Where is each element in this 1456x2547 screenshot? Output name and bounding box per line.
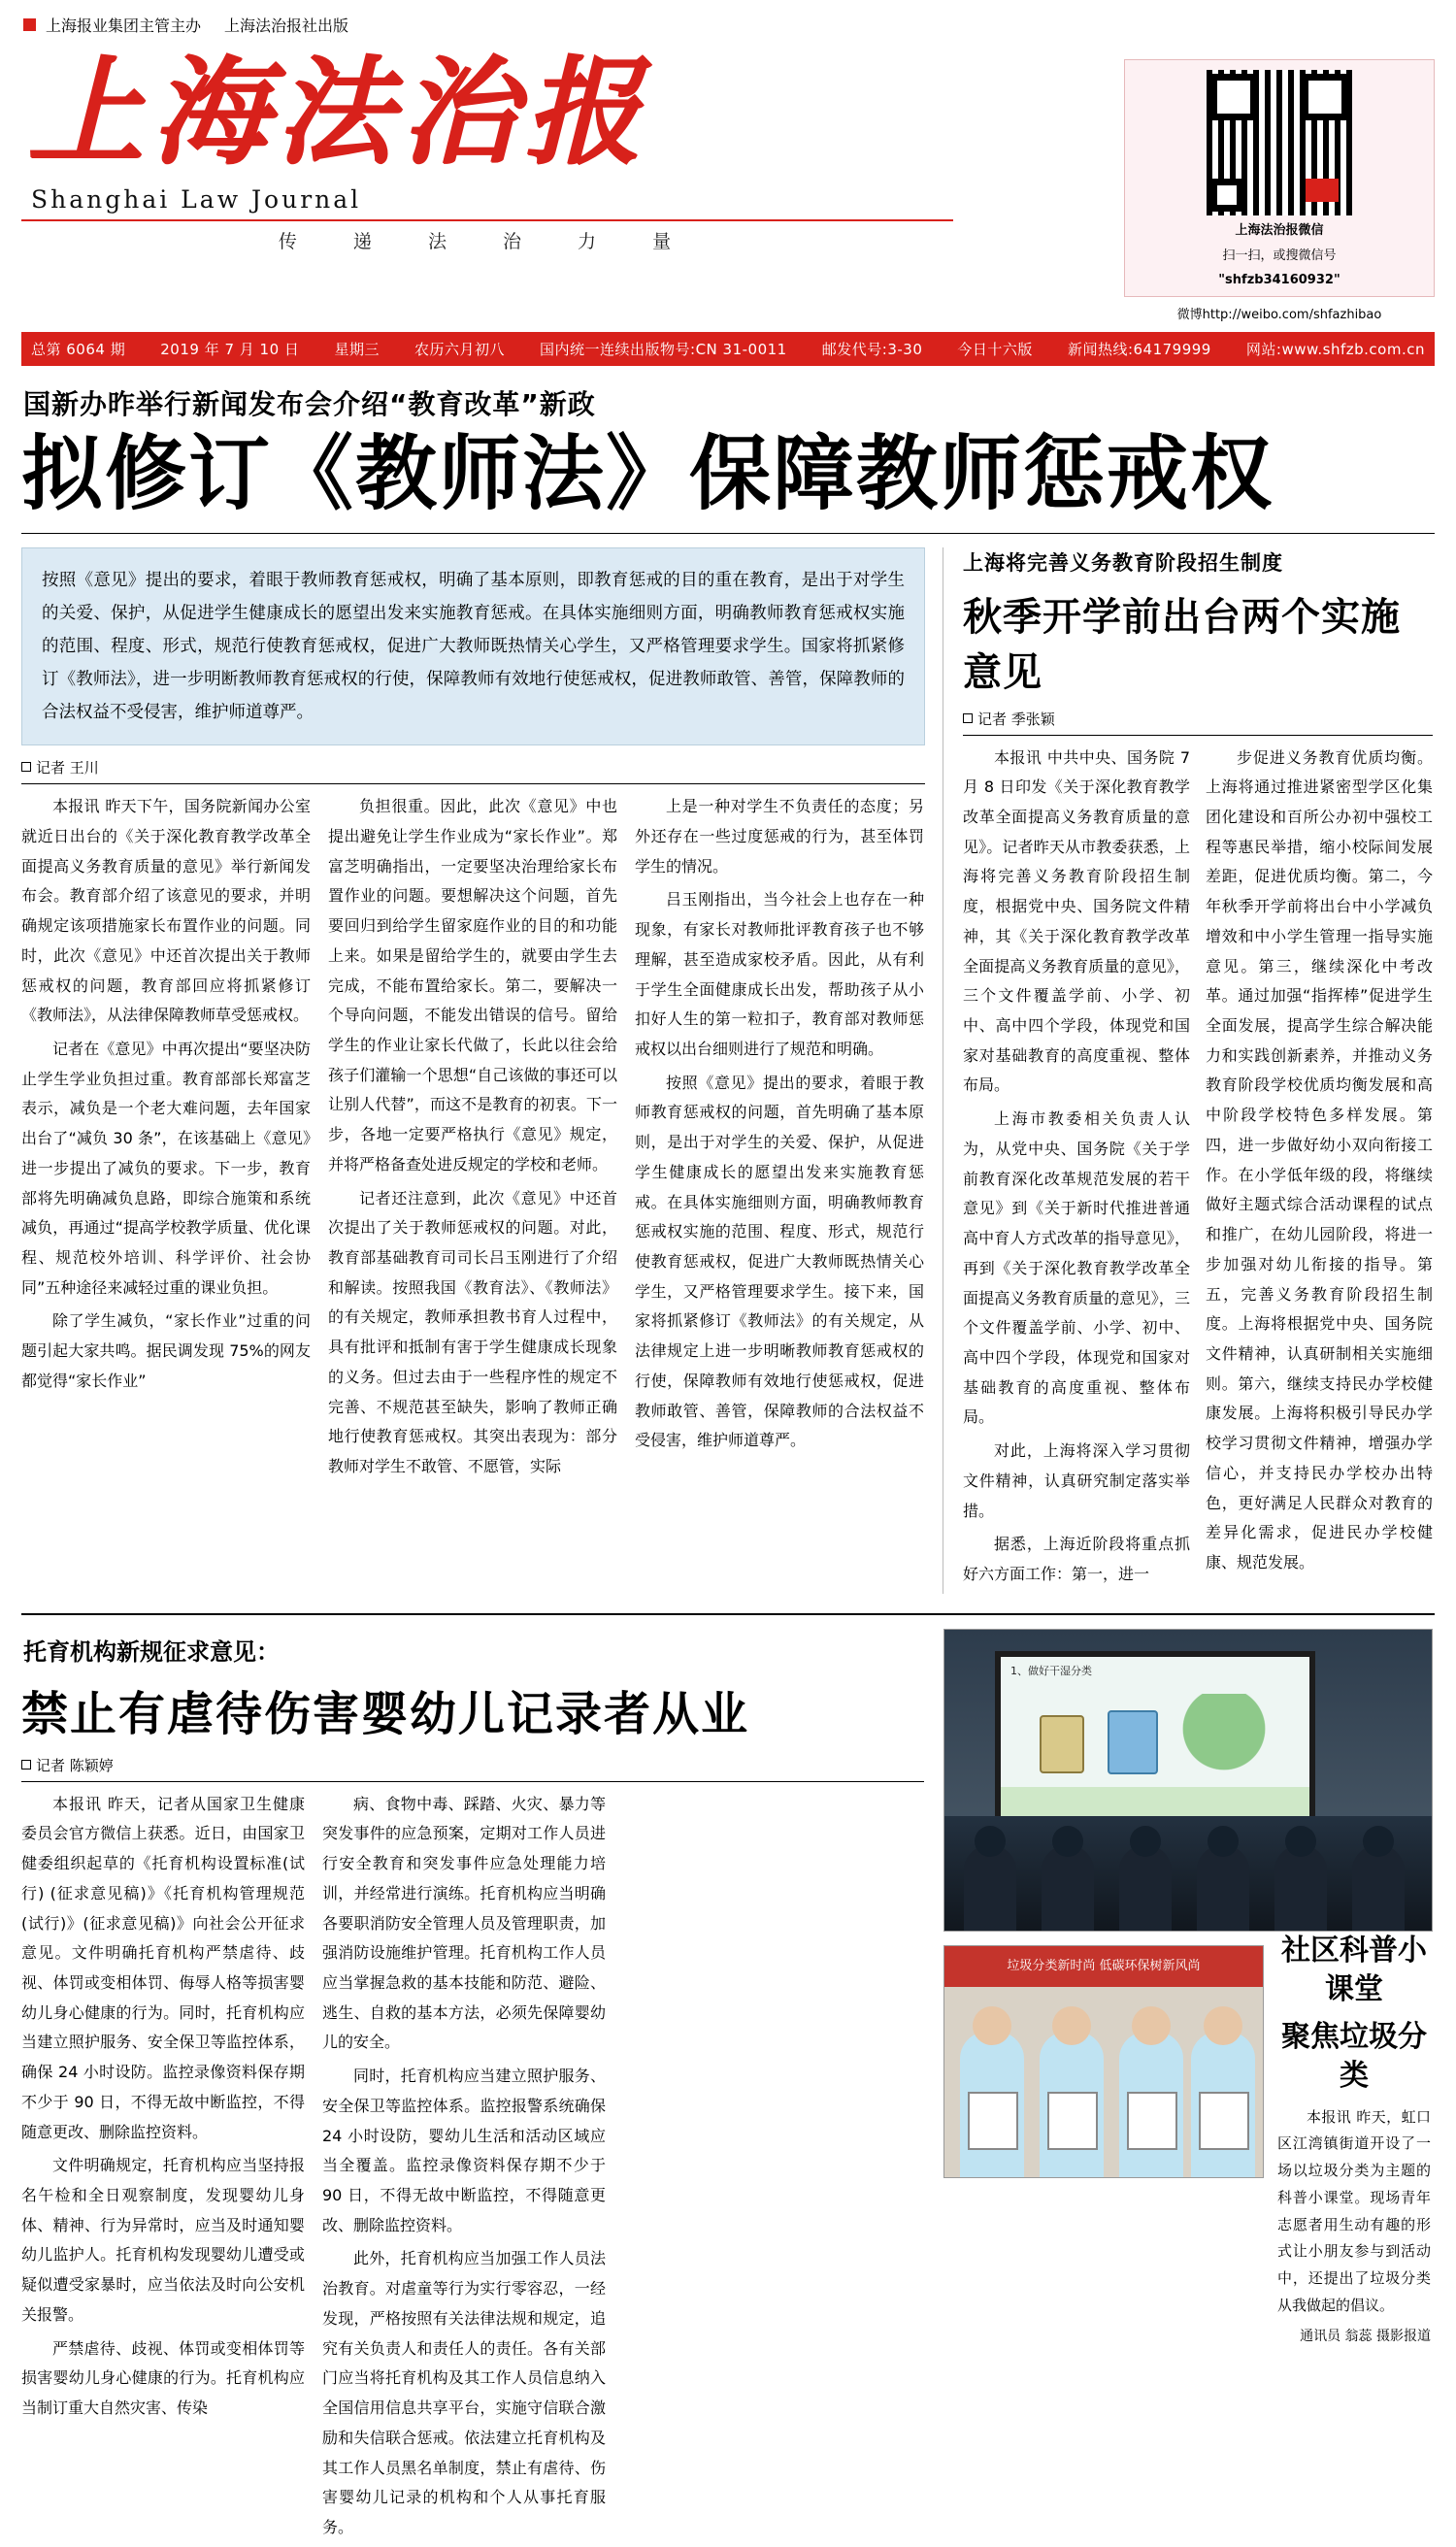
projection-screen <box>995 1651 1315 1822</box>
classroom-photo <box>943 1629 1433 1932</box>
news-hotline: 新闻热线:64179999 <box>1067 340 1211 358</box>
lower-body-columns <box>21 1790 924 2547</box>
photo-banner-text: 垃圾分类新时尚 低碳环保树新风尚 <box>944 1946 1263 1987</box>
paragraph: 本报讯 中共中央、国务院 7 月 8 日印发《关于深化教育教学改革全面提高义务教育质量的意见》。记者昨天从市教委获悉，上海将完善义务教育阶段招生制度，根据党中央、国务院文件精神，其《关于深化教育教学改革全面提高义务教育质量的意见》，三个文件覆盖学前、小学、初中、高中四个学段，体现党和国家对基础教育的高度重视、整体布局。 <box>963 747 1190 1095</box>
lead-kicker: 国新办昨举行新闻发布会介绍“教育改革”新政 <box>23 387 596 420</box>
byline-marker-icon <box>21 762 31 772</box>
secondary-byline-text: 记者 季张颖 <box>977 710 1055 728</box>
lead-summary-box: 按照《意见》提出的要求，着眼于教师教育惩戒权，明确了基本原则，即教育惩戒的目的重在教育，是出于对学生的关爱、保护，从促进学生健康成长的愿望出发来实施教育惩戒。在具体实施细则方面，明确教师教育惩戒权实施的范围、程度、形式，规范行使教育惩戒权，促进广大教师既热情关心学生，又严格管理要求学生。国家将抓紧修订《教师法》，进一步明断教师教育惩戒权的行使，保障教师有效地行使惩戒权，促进教师敢管、善管，保障教师的合法权益不受侵害，维护师道尊严。 <box>21 547 925 746</box>
side-story-body <box>1277 2104 1431 2320</box>
byline-rule <box>21 783 925 784</box>
issue-info-bar <box>21 332 1435 366</box>
newspaper-logo-cn: 上海法治报 <box>27 44 648 181</box>
paragraph: 负担很重。因此，此次《意见》中也提出避免让学生作业成为“家长作业”。郑富芝明确指出，一定要坚决治理给家长布置作业的问题。要想解决这个问题，首先要回归到给学生留家庭作业的目的和功能上来。如果是留给学生的，就要由学生去完成，不能布置给家长。第二，要解决一个导向问题，不能发出错误的信号。留给学生的作业让家长代做了，长此以往会给孩子们灌输一个思想“自己该做的事还可以让别人代替”，而这不是教育的初衷。下一步，各地一定要严格执行《意见》规定，并将严格备查处进反规定的学校和老师。 <box>328 797 617 1174</box>
lead-headline: 拟修订《教师法》保障教师惩戒权 <box>21 424 1274 521</box>
secondary-byline-rule <box>963 735 1433 736</box>
screen-title: 1、做好干湿分类 <box>1010 1664 1092 1677</box>
paragraph: 严禁虐待、歧视、体罚或变相体罚等损害婴幼儿身心健康的行为。托育机构应当制订重大自然灾害、传染 <box>21 2338 305 2418</box>
wechat-qr-box <box>1124 59 1435 297</box>
paragraph: 除了学生减负，“家长作业”过重的问题引起大家共鸣。据民调发现 75%的网友都觉得“家长作业” <box>21 1311 311 1390</box>
issue-weekday: 星期三 <box>334 340 380 358</box>
headline-divider <box>21 533 1435 534</box>
dry-waste-bin-illustration <box>1040 1715 1084 1773</box>
lower-byline-rule <box>21 1781 924 1782</box>
paragraph: 据悉，上海近阶段将重点抓好六方面工作：第一，进一 <box>963 1535 1190 1583</box>
issue-page-count: 今日十六版 <box>957 340 1033 358</box>
masthead-right <box>1124 59 1435 322</box>
lead-col-3 <box>635 792 924 1486</box>
students-silhouette-row <box>944 1816 1432 1931</box>
red-square-marker <box>23 18 36 31</box>
newspaper-slogan: 传 递 法 治 力 量 <box>21 219 953 253</box>
lower-byline-text: 记者 陈颖婷 <box>36 1756 114 1774</box>
lower-kicker: 托育机构新规征求意见： <box>23 1637 280 1666</box>
paragraph: 步促进义务教育优质均衡。上海将通过推进紧密型学区化集团化建设和百所公办初中强校工程等惠民举措，缩小校际间发展差距，促进优质均衡。第二，今年秋季开学前将出台中小学减负增效和中小学生管理一指导实施意见。第三，继续深化中考改革。通过加强“指挥棒”促进学生全面发展，提高学生综合解决能力和实践创新素养，并推动义务教育阶段学校优质均衡发展和高中阶段学校特色多样发展。第四，进一步做好幼小双向衔接工作。在小学低年级的段，将继续做好主题式综合活动课程的试点和推广，在幼儿园阶段，将进一步加强对幼儿衔接的指导。第五，完善义务教育阶段招生制度。上海将根据党中央、国务院文件精神，认真研制相关实施细则。第六，继续支持民办学校健康发展。上海将积极引导民办学校学习贯彻文件精神，增强办学信心，并支持民办学校办出特色，更好满足人民群众对教育的差异化需求，促进民办学校健康、规范发展。 <box>1206 747 1433 1571</box>
publisher-text: 上海法治报社出版 <box>224 17 349 35</box>
wet-waste-bin-illustration <box>1108 1710 1158 1774</box>
paragraph: 吕玉刚指出，当今社会上也存在一种现象，有家长对教师批评教育孩子也不够理解，甚至造成家校矛盾。因此，从有利于学生全面健康成长出发，帮助孩子从小扣好人生的第一粒扣子，教育部对教师惩戒权以出台细则进行了规范和明确。 <box>635 890 924 1058</box>
qr-caption-2: 扫一扫，或搜微信号 <box>1222 248 1337 263</box>
weibo-url[interactable]: 微博http://weibo.com/shfazhibao <box>1176 307 1382 322</box>
secondary-col-1 <box>963 744 1190 1594</box>
secondary-byline <box>963 709 1433 729</box>
side-story-credit: 通讯员 翁蕊 摄影报道 <box>1300 2328 1431 2344</box>
lower-col-1 <box>21 1790 305 2547</box>
paragraph: 此外，托育机构应当加强工作人员法治教育。对虐童等行为实行零容忍，一经发现，严格按照有关法律法规和规定，追究有关负责人和责任人的责任。各有关部门应当将托育机构及其工作人员信息纳入全国信用信息共享平台，实施守信联合激励和失信联合惩戒。依法建立托育机构及其工作人员黑名单制度，禁止有虐待、伤害婴幼儿记录的机构和个人从事托育服务。 <box>322 2249 606 2536</box>
paragraph: 本报讯 昨天，虹口区江湾镇街道开设了一场以垃圾分类为主题的科普小课堂。现场青年志愿者用生动有趣的形式让小朋友参与到活动中，还提出了垃圾分类从我做起的倡议。 <box>1277 2107 1431 2314</box>
lead-col-1 <box>21 792 311 1486</box>
paragraph: 上是一种对学生不负责任的态度；另外还存在一些过度惩戒的行为，甚至体罚学生的情况。 <box>635 797 924 876</box>
paragraph: 对此，上海将深入学习贯彻文件精神，认真研究制定落实举措。 <box>963 1441 1190 1520</box>
byline-marker-icon <box>21 1760 31 1770</box>
issue-cn-number: 国内统一连续出版物号:CN 31-0011 <box>540 340 787 358</box>
qr-caption-3: "shfzb34160932" <box>1218 273 1340 287</box>
paragraph: 记者在《意见》中再次提出“要坚决防止学生学业负担过重。教育部部长郑富芝表示，减负是一个老大难问题，去年国家出台了“减负 30 条”，在该基础上《意见》进一步提出了减负的要求。下一步，教育部将先明确减负息路，即综合施策和系统减负，再通过“提高学校教学质量、优化课程、规范校外培训、科学评价、社会协同”五种途径来减轻过重的课业负担。 <box>21 1039 311 1297</box>
lower-story-zone <box>21 1629 924 2547</box>
newspaper-logo-en: Shanghai Law Journal <box>31 185 362 214</box>
side-story-title-1: 社区科普小课堂 <box>1281 1933 1427 2007</box>
website-url[interactable]: 网站:www.shfzb.com.cn <box>1245 340 1425 358</box>
sponsor-text: 上海报业集团主管主办 <box>46 17 202 35</box>
secondary-story-zone <box>943 547 1433 1594</box>
lower-byline <box>21 1755 924 1775</box>
ground-illustration <box>1001 1787 1309 1816</box>
paragraph: 本报讯 昨天下午，国务院新闻办公室就近日出台的《关于深化教育教学改革全面提高义务教育质量的意见》举行新闻发布会。教育部介绍了该意见的要求，并明确规定该项措施家长布置作业的问题。同时，此次《意见》中还首次提出关于教师惩戒权的问题，教育部回应将抓紧修订《教师法》，从法律保障教师草受惩戒权。 <box>21 797 311 1025</box>
lead-byline <box>21 757 925 777</box>
paragraph: 病、食物中毒、踩踏、火灾、暴力等突发事件的应急预案，定期对工作人员进行安全教育和突发事件应急处理能力培训，并经常进行演练。托育机构应当明确各要职消防安全管理人员及管理职责，加强消防设施维护管理。托育机构工作人员应当掌握急救的基本技能和防范、避险、逃生、自救的基本方法，必须先保障婴幼儿的安全。 <box>322 1794 606 2052</box>
issue-number: 总第 6064 期 <box>31 340 126 358</box>
secondary-body-columns <box>963 744 1433 1594</box>
qr-caption-1: 上海法治报微信 <box>1235 223 1324 238</box>
lower-section <box>21 1613 1435 2547</box>
issue-date: 2019 年 7 月 10 日 <box>160 340 300 358</box>
kids-group-photo <box>943 1945 1264 2178</box>
main-columns <box>21 547 1435 1594</box>
lead-byline-text: 记者 王川 <box>36 759 99 777</box>
sponsor-line <box>21 0 1435 42</box>
photo-and-caption-row <box>943 1932 1433 2345</box>
paragraph: 记者还注意到，此次《意见》中还首次提出了关于教师惩戒权的问题。对此，教育部基础教育司司长吕玉刚进行了介绍和解读。按照我国《教育法》、《教师法》的有关规定，教师承担教书育人过程中，具有批评和抵制有害于学生健康成长现象的义务。但过去由于一些程序性的规定不完善、不规范甚至缺失，影响了教师正确地行使教育惩戒权。其突出表现为：部分教师对学生不敢管、不愿管，实际 <box>328 1188 617 1476</box>
qr-code-icon[interactable] <box>1207 70 1352 215</box>
paragraph: 同时，托育机构应当建立照护服务、安全保卫等监控体系。监控报警系统确保 24 小时设防，婴幼儿生活和活动区域应当全覆盖。监控录像资料保存期不少于 90 日，不得无故中断监控，不得随意更改、删除监控资料。 <box>322 2067 606 2234</box>
byline-marker-icon <box>963 713 973 723</box>
side-story-title-2: 聚焦垃圾分类 <box>1281 2019 1427 2094</box>
paragraph: 按照《意见》提出的要求，着眼于教师教育惩戒权的问题，首先明确了基本原则，是出于对学生的关爱、保护，从促进学生健康成长的愿望出发来实施教育惩戒。在具体实施细则方面，明确教师教育惩戒权实施的范围、程度、形式，规范行使教育惩戒权，促进广大教师既热情关心学生，又严格管理要求学生。接下来，国家将抓紧修订《教师法》的有关规定，从法律规定上进一步明晰教师教育惩戒权的行使，保障教师有效地行使惩戒权，促进教师敢管、善管，保障教师的合法权益不受侵害，维护师道尊严。 <box>635 1073 924 1450</box>
lead-col-2 <box>328 792 617 1486</box>
issue-post-code: 邮发代号:3-30 <box>821 340 923 358</box>
masthead-left <box>21 42 992 253</box>
secondary-kicker: 上海将完善义务教育阶段招生制度 <box>963 550 1283 575</box>
paragraph: 文件明确规定，托育机构应当坚持报名午检和全日观察制度，发现婴幼儿身体、精神、行为异常时，应当及时通知婴幼儿监护人。托育机构发现婴幼儿遭受或疑似遭受家暴时，应当依法及时向公安机关报警。 <box>21 2156 305 2324</box>
secondary-headline: 秋季开学前出台两个实施意见 <box>963 593 1401 695</box>
lead-body-columns <box>21 792 925 1486</box>
issue-lunar-date: 农历六月初八 <box>414 340 505 358</box>
lower-col-2 <box>322 1790 606 2547</box>
lower-headline: 禁止有虐待伤害婴幼儿记录者从业 <box>21 1686 750 1741</box>
photo-zone <box>943 1629 1433 2547</box>
paragraph: 本报讯 昨天，记者从国家卫生健康委员会官方微信上获悉。近日，由国家卫健委组织起草的《托育机构设置标准(试行) (征求意见稿)》《托育机构管理规范(试行)》(征求意见稿)》向社会公开征求意见。文件明确托育机构严禁虐待、歧视、体罚或变相体罚、侮辱人格等损害婴幼儿身心健康的行为。同时，托育机构应当建立照护服务、安全保卫等监控体系，确保 24 小时设防。监控录像资料保存期不少于 90 日，不得无故中断监控，不得随意更改、删除监控资料。 <box>21 1794 305 2141</box>
masthead <box>21 42 1435 322</box>
secondary-col-2 <box>1206 744 1433 1594</box>
lead-story-zone <box>21 547 943 1594</box>
paragraph: 上海市教委相关负责人认为，从党中央、国务院《关于学前教育深化改革规范发展的若干意见》到《关于新时代推进普通高中育人方式改革的指导意见》，再到《关于深化教育教学改革全面提高义务教育质量的意见》，三个文件覆盖学前、小学、初中、高中四个学段，体现党和国家对基础教育的高度重视、整体布局。 <box>963 1109 1190 1427</box>
tree-illustration <box>1166 1694 1282 1781</box>
side-story <box>1277 1932 1431 2345</box>
